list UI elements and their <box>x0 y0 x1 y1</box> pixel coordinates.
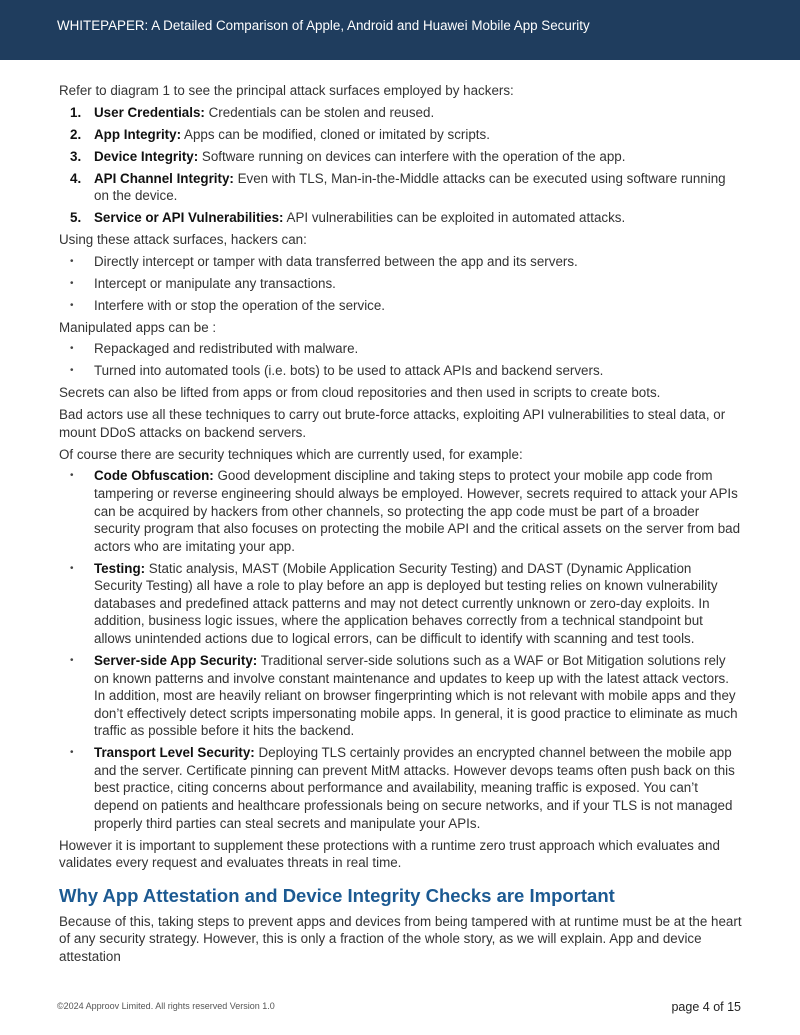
bullet-icon: • <box>70 343 74 355</box>
header-banner <box>0 0 800 60</box>
section-heading: Why App Attestation and Device Integrity Checks are Important <box>59 884 615 906</box>
list-item <box>59 362 742 380</box>
list-item <box>59 148 742 166</box>
item-text: Static analysis, MAST (Mobile Application Security Testing) and DAST (Dynamic Application Security Testing) all have a role to play before an app is deployed but testing relies on known vulnerability databases and predefined attack patterns and may not detect currently unknown or zero-day exploits. In addition, business logic issues, where the application behaves correctly from a technical standpoint but allows unintended actions due to logical errors, can be difficult to identify with scanning and test tools. <box>94 560 718 647</box>
item-text: Traditional server-side solutions such as a WAF or Bot Mitigation solutions rely on known patterns and involve constant maintenance and updates to keep up with the latest attack vectors. In addition, most are heavily reliant on browser fingerprinting which is not relevant with mobile apps and they don’t effectively detect scripts impersonating mobile apps. In general, it is good practice to eliminate as much traffic as possible before it hits the backend. <box>94 652 738 739</box>
bullet-icon: • <box>70 562 74 574</box>
bullet-icon: • <box>70 747 74 759</box>
hackers-can-list <box>59 253 742 314</box>
item-text: Deploying TLS certainly provides an encrypted channel between the mobile app and the server. Certificate pinning can prevent MitM attacks. However devops teams often push back on this best practice, citing concerns about performance and availability, meaning traffic is exposed. You can’t depend on patients and healthcare professionals being on secure networks, and if your TLS is not managed properly third parties can steal secrets and manipulate your APIs. <box>94 745 735 831</box>
item-text: Even with TLS, Man-in-the-Middle attacks can be executed using software running on the device. <box>94 170 726 204</box>
list-item <box>59 209 742 227</box>
manipulated-list <box>59 340 742 379</box>
bullet-icon: • <box>70 255 74 267</box>
item-term: Code Obfuscation: <box>94 468 214 484</box>
list-item <box>59 340 742 358</box>
item-number: 2. <box>70 126 82 142</box>
item-number: 5. <box>70 210 82 226</box>
bullet-icon: • <box>70 470 74 482</box>
bullet-icon: • <box>70 277 74 289</box>
list-item <box>59 744 742 832</box>
list-item <box>59 297 742 315</box>
final-paragraph: Because of this, taking steps to prevent apps and devices from being tampered with at runtime must be at the heart of any security strategy. However, this is only a fraction of the whole story, as we will explain. App and device attestation <box>59 913 742 964</box>
item-text: Good development discipline and taking steps to protect your mobile app code from tampering or reverse engineering should always be employed. However, secrets required to attack your APIs can be acquired by hackers from other channels, so protecting the app code must be part of a broader security program that also focuses on protecting the mobile API and the critical assets on the server from bad actors who are imitating your app. <box>94 468 741 554</box>
item-term: Service or API Vulnerabilities: <box>94 210 284 226</box>
item-term: Server-side App Security: <box>94 652 258 668</box>
list-item <box>59 275 742 293</box>
list-item <box>59 467 742 555</box>
item-text: Repackaged and redistributed with malware. <box>94 341 359 357</box>
item-number: 3. <box>70 148 82 164</box>
page-number: page 4 of 15 <box>671 1000 741 1014</box>
item-text: Intercept or manipulate any transactions. <box>94 275 336 291</box>
list-item <box>59 170 742 205</box>
item-text: API vulnerabilities can be exploited in automated attacks. <box>283 210 626 226</box>
bullet-icon: • <box>70 299 74 311</box>
item-text: Turned into automated tools (i.e. bots) to be used to attack APIs and backend servers. <box>94 363 604 379</box>
item-text: Interfere with or stop the operation of the service. <box>94 297 386 313</box>
item-term: App Integrity: <box>94 126 182 142</box>
list-item <box>59 560 742 648</box>
item-number: 1. <box>70 104 82 120</box>
manipulated-intro: Manipulated apps can be : <box>59 319 217 335</box>
list-item <box>59 253 742 271</box>
bullet-icon: • <box>70 654 74 666</box>
intro-paragraph: Refer to diagram 1 to see the principal attack surfaces employed by hackers: <box>59 83 514 98</box>
document-title: WHITEPAPER: A Detailed Comparison of Apple, Android and Huawei Mobile App Security <box>57 18 590 33</box>
item-text: Software running on devices can interfere with the operation of the app. <box>198 148 626 164</box>
techniques-intro: Of course there are security techniques which are currently used, for example: <box>59 446 523 462</box>
item-number: 4. <box>70 170 82 186</box>
attack-surfaces-list <box>59 104 742 227</box>
techniques-list <box>59 467 742 832</box>
item-text: Apps can be modified, cloned or imitated by scripts. <box>181 126 490 142</box>
page-content <box>59 82 742 970</box>
item-text: Credentials can be stolen and reused. <box>204 104 435 120</box>
item-term: Device Integrity: <box>94 148 199 164</box>
zero-trust-paragraph: However it is important to supplement these protections with a runtime zero trust approach which evaluates and validates every request and evaluates threats in real time. <box>59 837 720 871</box>
secrets-paragraph: Secrets can also be lifted from apps or from cloud repositories and then used in scripts to create bots. <box>59 385 661 401</box>
list-item <box>59 104 742 122</box>
item-term: Transport Level Security: <box>94 745 255 761</box>
list-item <box>59 652 742 740</box>
item-term: Testing: <box>94 560 146 576</box>
bad-actors-paragraph: Bad actors use all these techniques to carry out brute-force attacks, exploiting API vulnerabilities to steal data, or mount DDoS attacks on backend servers. <box>59 407 726 440</box>
item-term: API Channel Integrity: <box>94 170 234 186</box>
footer-copyright: ©2024 Approov Limited. All rights reserved Version 1.0 <box>57 1001 275 1011</box>
item-text: Directly intercept or tamper with data transferred between the app and its servers. <box>94 253 578 269</box>
item-term: User Credentials: <box>94 104 205 120</box>
hackers-can-intro: Using these attack surfaces, hackers can: <box>59 231 307 247</box>
list-item <box>59 126 742 144</box>
bullet-icon: • <box>70 365 74 377</box>
